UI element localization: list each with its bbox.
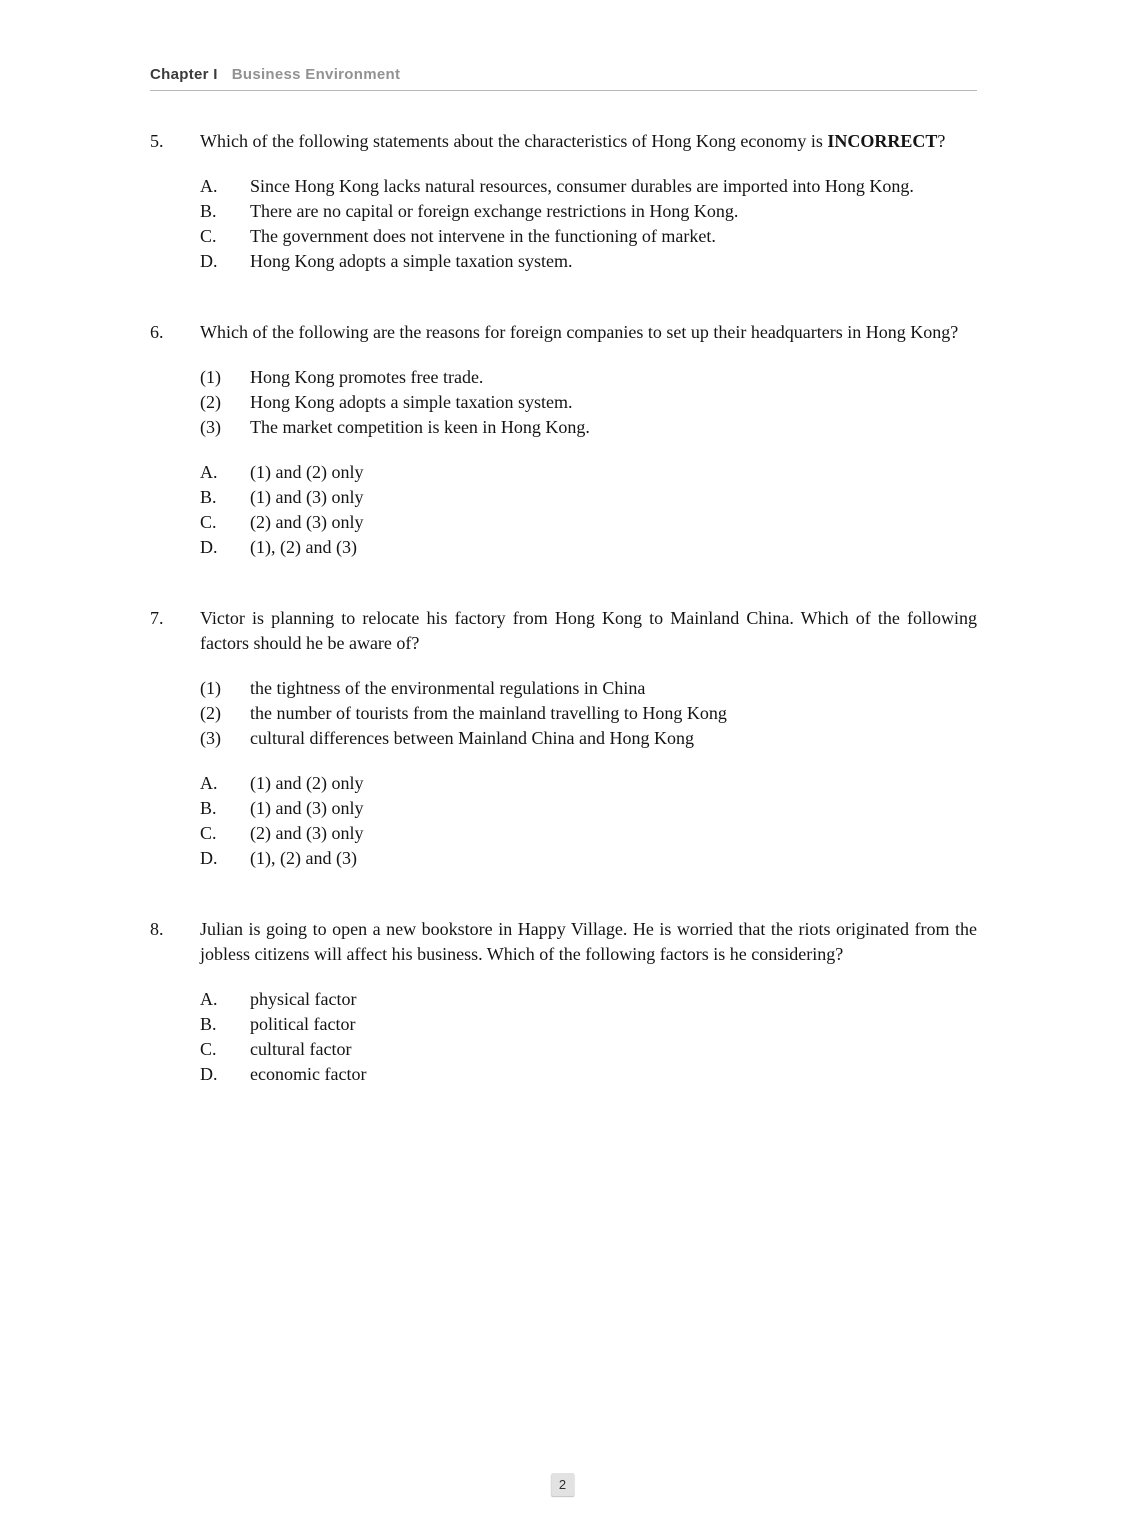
option-text: There are no capital or foreign exchange restrictions in Hong Kong.	[250, 201, 739, 221]
statement-row-2	[200, 701, 977, 726]
option-row-d	[200, 535, 977, 560]
option-list	[200, 174, 977, 274]
statement-number: (3)	[200, 728, 221, 748]
question-text-suffix: ?	[937, 131, 946, 151]
option-row-a	[200, 771, 977, 796]
statement-text: The market competition is keen in Hong Kong.	[250, 417, 590, 437]
option-row-c	[200, 821, 977, 846]
page-number-badge: 2	[551, 1473, 574, 1496]
option-letter: B.	[200, 798, 217, 818]
statement-row-1	[200, 365, 977, 390]
option-letter: D.	[200, 1064, 218, 1084]
statement-row-3	[200, 415, 977, 440]
option-text: (1) and (2) only	[250, 462, 364, 482]
option-row-b	[200, 199, 977, 224]
option-row-a	[200, 987, 977, 1012]
option-text: (1) and (3) only	[250, 487, 364, 507]
option-text: (1) and (2) only	[250, 773, 364, 793]
option-letter: C.	[200, 226, 217, 246]
option-letter: C.	[200, 512, 217, 532]
header-chapter: Chapter I	[150, 66, 218, 83]
option-letter: C.	[200, 1039, 217, 1059]
question-text: Julian is going to open a new bookstore in Happy Village. He is worried that the riots originated from the jobless citizens will affect his business. Which of the following factors is he considering?	[200, 919, 977, 964]
option-row-b	[200, 1012, 977, 1037]
option-text: Since Hong Kong lacks natural resources, consumer durables are imported into Hong Kong.	[250, 176, 914, 196]
option-text: (2) and (3) only	[250, 823, 364, 843]
option-letter: A.	[200, 462, 218, 482]
question-number: 8.	[150, 919, 164, 939]
statement-row-2	[200, 390, 977, 415]
question-8	[150, 917, 977, 1087]
statement-row-3	[200, 726, 977, 751]
statement-text: Hong Kong adopts a simple taxation system.	[250, 392, 573, 412]
question-number: 6.	[150, 322, 164, 342]
statement-text: Hong Kong promotes free trade.	[250, 367, 484, 387]
option-list	[200, 987, 977, 1087]
question-7	[150, 606, 977, 871]
page-header	[150, 66, 977, 91]
question-text-normal: Which of the following statements about the characteristics of Hong Kong economy is	[200, 131, 828, 151]
option-row-b	[200, 796, 977, 821]
statement-number: (2)	[200, 392, 221, 412]
option-letter: D.	[200, 537, 218, 557]
statement-number: (1)	[200, 678, 221, 698]
question-text: Which of the following are the reasons for foreign companies to set up their headquarters in Hong Kong?	[200, 322, 959, 342]
statement-list	[200, 365, 977, 440]
option-letter: D.	[200, 848, 218, 868]
option-text: (1), (2) and (3)	[250, 537, 357, 557]
option-text: (2) and (3) only	[250, 512, 364, 532]
option-text: cultural factor	[250, 1039, 352, 1059]
option-row-a	[200, 460, 977, 485]
option-row-b	[200, 485, 977, 510]
option-row-d	[200, 249, 977, 274]
question-text-bold: INCORRECT	[827, 131, 938, 151]
statement-number: (1)	[200, 367, 221, 387]
option-text: (1) and (3) only	[250, 798, 364, 818]
question-5	[150, 129, 977, 274]
option-letter: D.	[200, 251, 218, 271]
header-section-title: Business Environment	[231, 66, 401, 83]
statement-number: (3)	[200, 417, 221, 437]
option-row-a	[200, 174, 977, 199]
question-text: Victor is planning to relocate his factory from Hong Kong to Mainland China. Which of the following factors should he be aware of?	[200, 608, 977, 653]
statement-text: cultural differences between Mainland China and Hong Kong	[250, 728, 695, 748]
option-letter: B.	[200, 487, 217, 507]
statement-list	[200, 676, 977, 751]
question-text	[200, 129, 977, 154]
option-text: The government does not intervene in the functioning of market.	[250, 226, 716, 246]
option-letter: B.	[200, 201, 217, 221]
statement-row-1	[200, 676, 977, 701]
option-row-d	[200, 846, 977, 871]
option-letter: A.	[200, 176, 218, 196]
option-row-c	[200, 510, 977, 535]
option-row-d	[200, 1062, 977, 1087]
option-row-c	[200, 224, 977, 249]
question-6	[150, 320, 977, 560]
option-letter: B.	[200, 1014, 217, 1034]
option-text: Hong Kong adopts a simple taxation system.	[250, 251, 573, 271]
option-text: (1), (2) and (3)	[250, 848, 357, 868]
question-number: 7.	[150, 608, 164, 628]
option-letter: C.	[200, 823, 217, 843]
option-text: political factor	[250, 1014, 356, 1034]
option-list	[200, 460, 977, 560]
statement-text: the tightness of the environmental regulations in China	[250, 678, 646, 698]
option-row-c	[200, 1037, 977, 1062]
statement-number: (2)	[200, 703, 221, 723]
option-text: physical factor	[250, 989, 357, 1009]
option-letter: A.	[200, 773, 218, 793]
option-text: economic factor	[250, 1064, 367, 1084]
statement-text: the number of tourists from the mainland travelling to Hong Kong	[250, 703, 727, 723]
question-number: 5.	[150, 131, 164, 151]
option-letter: A.	[200, 989, 218, 1009]
option-list	[200, 771, 977, 871]
